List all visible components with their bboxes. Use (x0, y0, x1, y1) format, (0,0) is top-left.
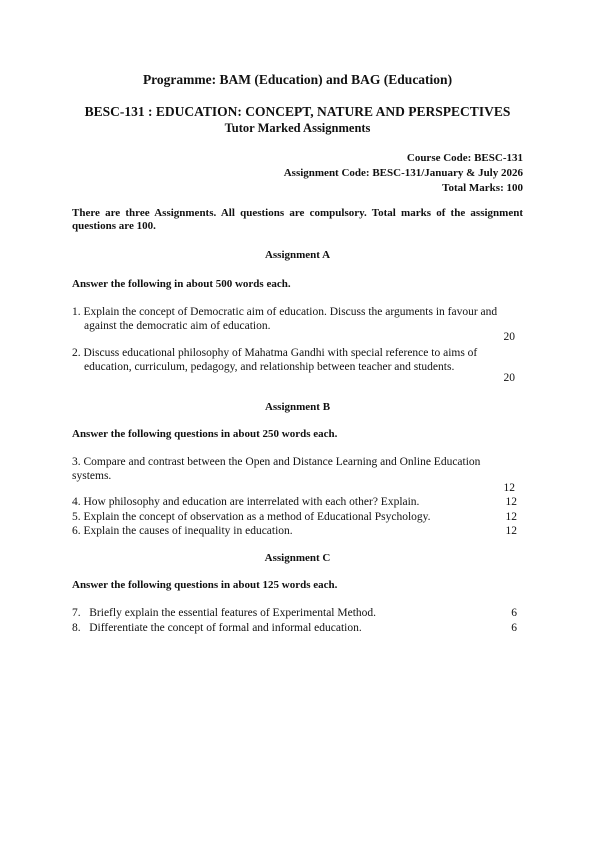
intro-note: There are three Assignments. All questions are compulsory. Total marks of the assignment questions are 100. (72, 207, 523, 232)
question-text: 7. Briefly explain the essential features of Experimental Method. (72, 607, 377, 619)
question-text: 4. How philosophy and education are interrelated with each other? Explain. (72, 496, 420, 508)
course-code: Course Code: BESC-131 (406, 152, 523, 164)
question-marks: 12 (505, 525, 517, 537)
question-1 (72, 305, 523, 333)
question-marks: 6 (511, 622, 517, 634)
question-text: 2. Discuss educational philosophy of Mahatma Gandhi with special reference to aims of (72, 347, 478, 359)
assignment-a-instruction: Answer the following in about 500 words each. (72, 278, 291, 290)
question-marks: 20 (503, 331, 515, 343)
total-marks: Total Marks: 100 (442, 182, 523, 194)
question-text: 8. Differentiate the concept of formal and informal education. (72, 622, 362, 634)
question-2 (72, 346, 523, 374)
question-marks: 12 (503, 482, 515, 494)
assignment-c-instruction: Answer the following questions in about 125 words each. (72, 579, 338, 591)
programme-title: Programme: BAM (Education) and BAG (Education) (142, 72, 453, 87)
question-3 (72, 455, 523, 483)
course-title: BESC-131 : EDUCATION: CONCEPT, NATURE AND PERSPECTIVES (84, 104, 511, 119)
question-marks: 12 (505, 496, 517, 508)
assignment-a-heading: Assignment A (264, 249, 331, 261)
question-text: 1. Explain the concept of Democratic aim of education. Discuss the arguments in favour and (72, 306, 498, 318)
assignment-c-heading: Assignment C (264, 552, 331, 564)
assignment-code: Assignment Code: BESC-131/January & July 2026 (283, 167, 523, 179)
question-marks: 6 (511, 607, 517, 619)
question-text: against the democratic aim of education. (84, 320, 271, 332)
question-text: education, curriculum, pedagogy, and relationship between teacher and students. (84, 361, 455, 373)
question-7 (72, 606, 517, 620)
assignment-b-heading: Assignment B (264, 401, 331, 413)
question-text: 3. Compare and contrast between the Open and Distance Learning and Online Education (72, 456, 481, 468)
question-text: 5. Explain the concept of observation as a method of Educational Psychology. (72, 511, 431, 523)
document-subtitle: Tutor Marked Assignments (224, 121, 371, 135)
question-5 (72, 510, 517, 524)
question-text: systems. (72, 470, 112, 482)
question-4 (72, 495, 517, 509)
question-8 (72, 621, 517, 635)
question-6 (72, 524, 517, 538)
question-marks: 12 (505, 511, 517, 523)
question-text: 6. Explain the causes of inequality in education. (72, 525, 293, 537)
assignment-b-instruction: Answer the following questions in about 250 words each. (72, 428, 338, 440)
question-marks: 20 (503, 372, 515, 384)
